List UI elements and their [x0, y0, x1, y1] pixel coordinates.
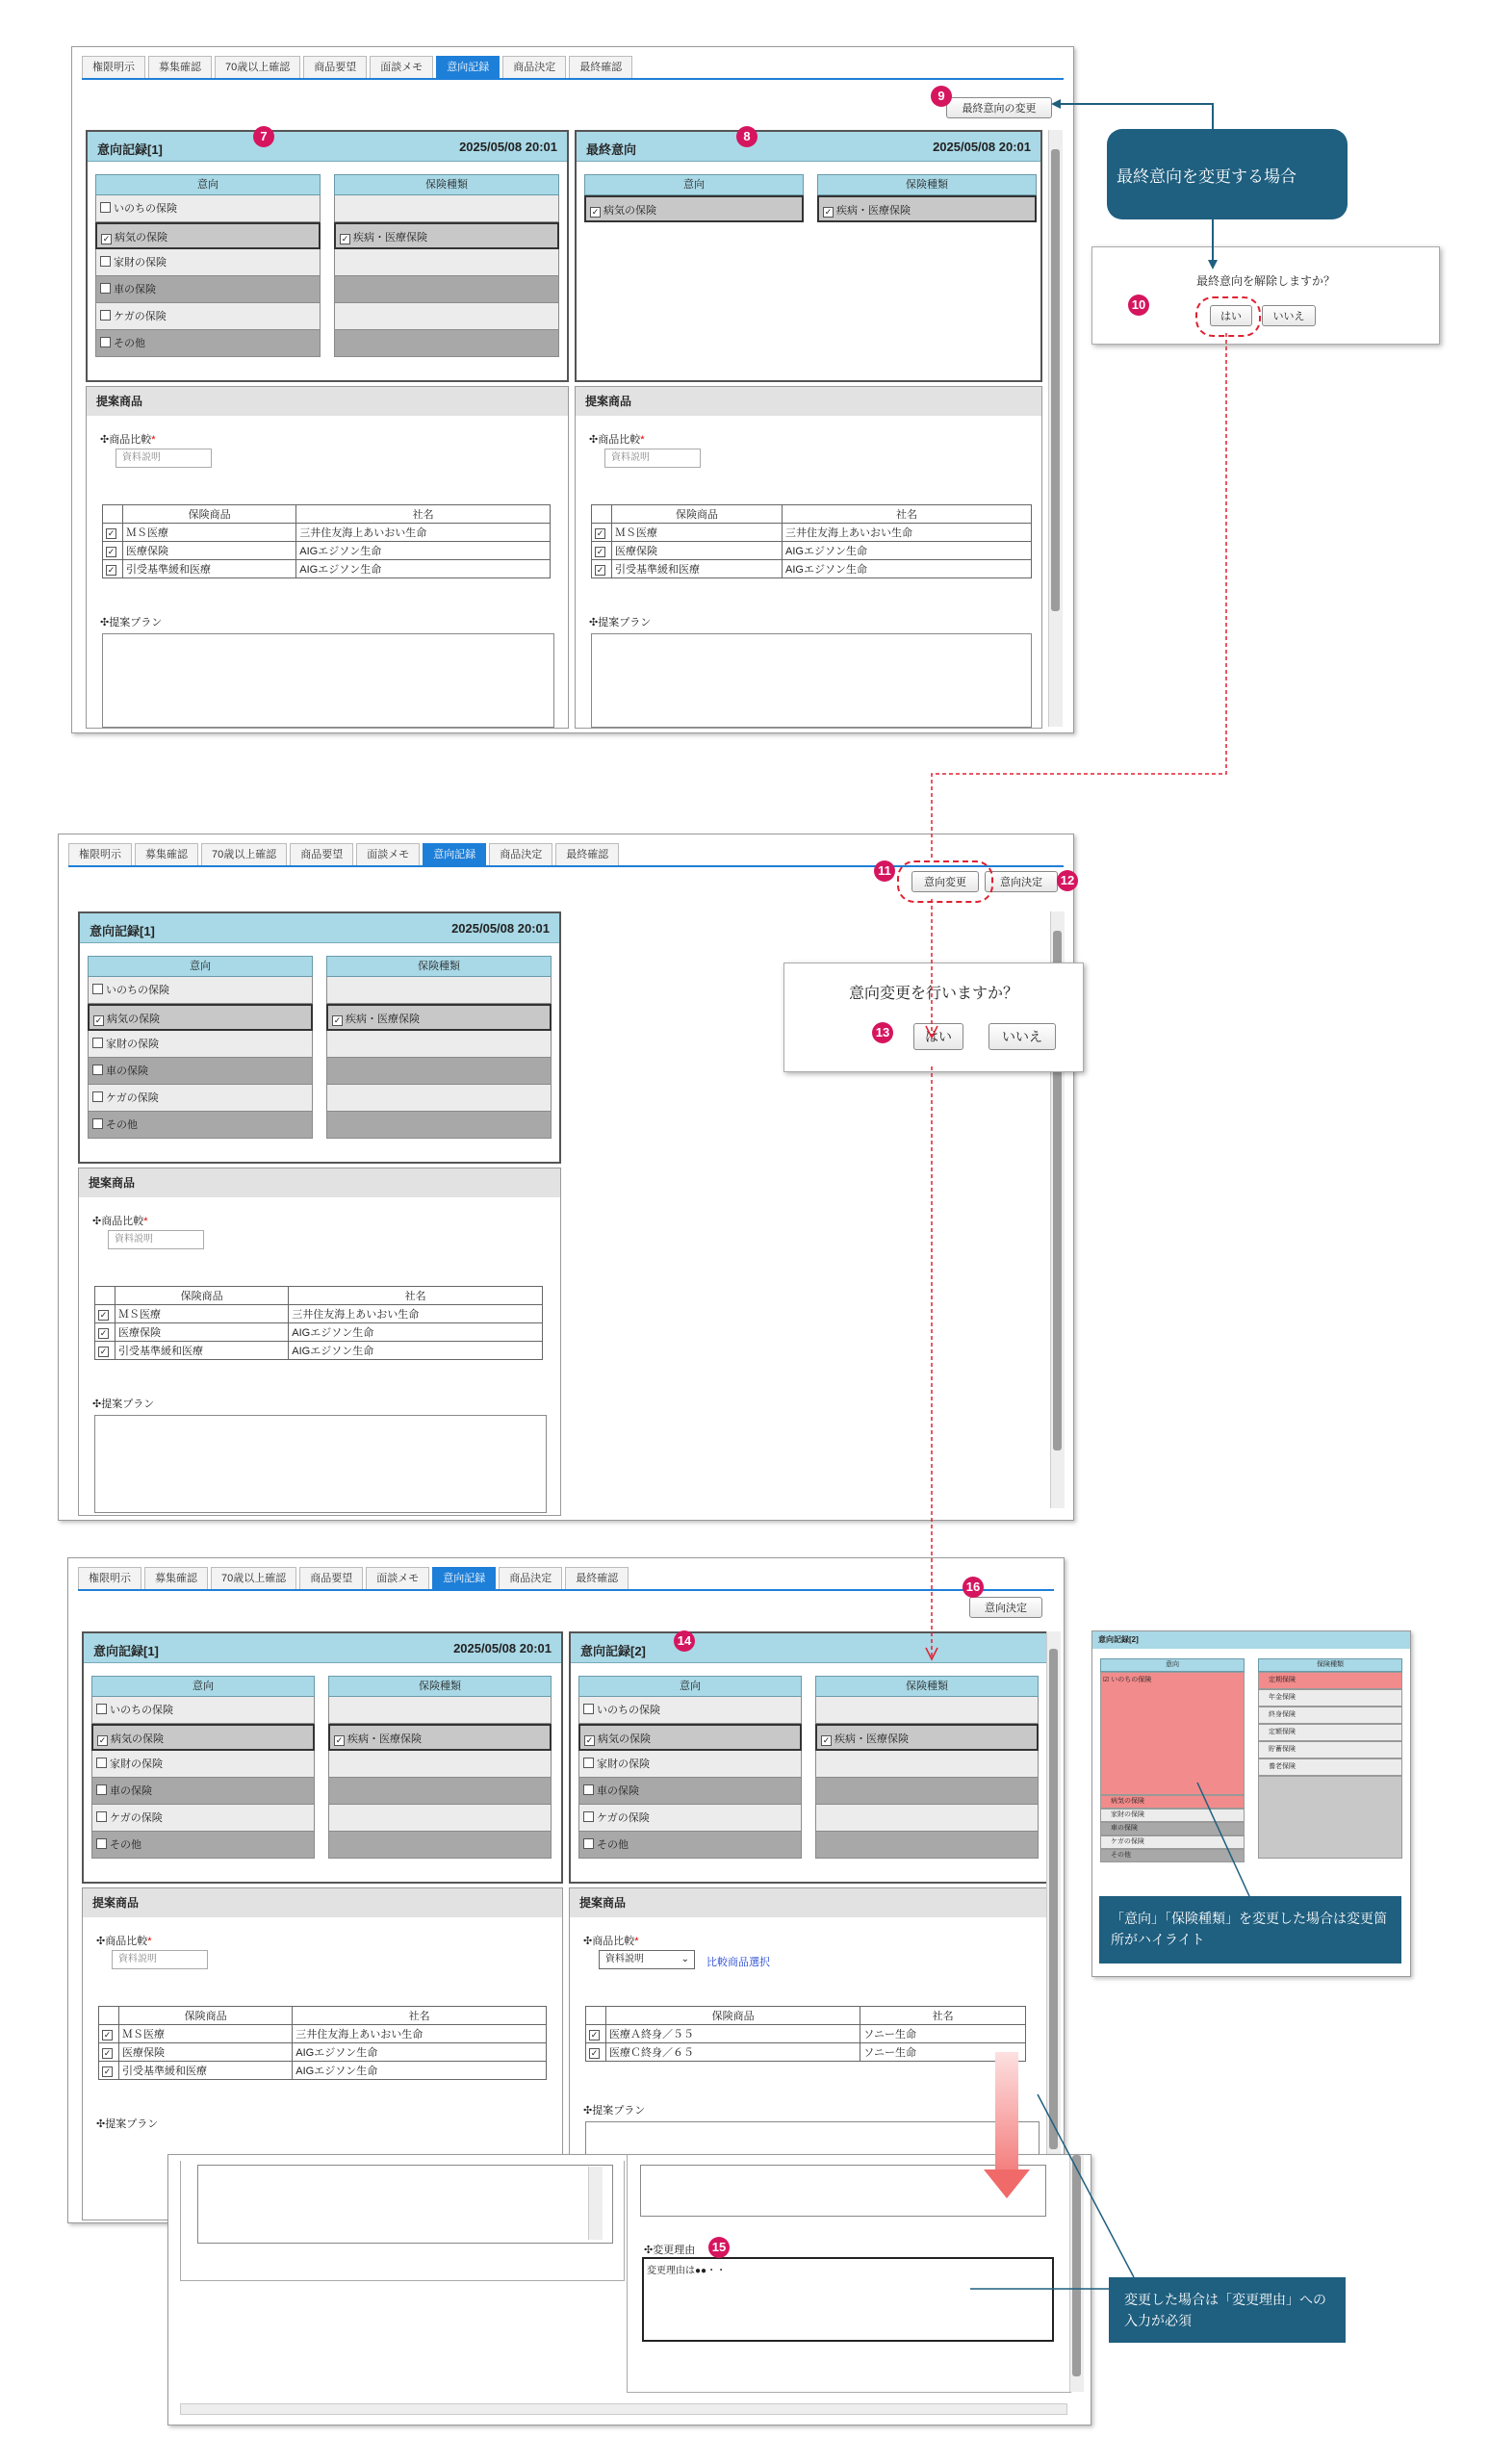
checkbox-checked-icon[interactable]: ✓: [596, 564, 604, 575]
table-row: ✓ ＭＳ医療 三井住友海上あいおい生命: [95, 1305, 543, 1323]
section-heading: 提案商品: [576, 387, 1041, 416]
tab-1[interactable]: 権限明示: [82, 56, 145, 78]
type-row: [326, 1085, 552, 1112]
intent-column: [88, 956, 313, 1139]
checkbox-checked-icon[interactable]: ✓: [107, 546, 116, 556]
checkbox-icon[interactable]: [100, 337, 111, 347]
type-row: [815, 1697, 1039, 1724]
intent-row[interactable]: いのちの保険: [91, 1697, 315, 1724]
checkbox-icon[interactable]: [96, 1838, 107, 1849]
tab-bar: [82, 53, 1064, 80]
dialog-message: 最終意向を解除しますか？: [1195, 274, 1335, 288]
intent-row[interactable]: 家財の保険: [95, 249, 321, 276]
intent-decide-button[interactable]: 意向決定: [985, 871, 1058, 892]
product-table: [94, 1286, 543, 1360]
type-row: [334, 276, 559, 303]
type-row: ✓ 疾病・医療保険: [817, 195, 1037, 222]
checkbox-checked-icon[interactable]: ✓: [99, 1309, 108, 1320]
th-company: 社名: [296, 505, 551, 524]
panel-title: 意向記録[1]: [93, 1644, 159, 1658]
checkbox-icon[interactable]: [96, 1811, 107, 1822]
checkbox-icon[interactable]: [100, 310, 111, 321]
marker-16: 16: [963, 1577, 984, 1598]
intent-column: [578, 1676, 802, 1859]
marker-10: 10: [1128, 295, 1149, 316]
thumb-intent-row: 家財の保険: [1100, 1809, 1245, 1822]
callout-reason: 変更した場合は「変更理由」への入力が必須: [1109, 2277, 1346, 2343]
th-product: 保険商品: [116, 1287, 289, 1305]
intent-record-panel: [86, 130, 569, 382]
th-company: 社名: [783, 505, 1032, 524]
intent-row[interactable]: 家財の保険: [88, 1031, 313, 1058]
checkbox-checked-icon[interactable]: ✓: [590, 2029, 599, 2040]
type-column: [334, 174, 559, 357]
intent-column-header: 意向: [584, 174, 804, 195]
type-row: [326, 1112, 552, 1139]
tab-5[interactable]: 面談メモ: [356, 843, 420, 865]
type-column: [328, 1676, 552, 1859]
marker-15: 15: [708, 2237, 730, 2258]
intent-column: [91, 1676, 315, 1859]
chevron-down-icon: ⌄: [680, 1954, 689, 1964]
intent-row[interactable]: いのちの保険: [95, 195, 321, 222]
thumb-intent-header: 意向: [1100, 1658, 1245, 1672]
thumb-type-row: 終身保険: [1258, 1707, 1402, 1724]
marker-13: 13: [872, 1022, 893, 1043]
intent-row[interactable]: 家財の保険: [578, 1751, 802, 1778]
marker-7: 7: [253, 126, 274, 147]
thumb-type-row: 貯蓄保険: [1258, 1741, 1402, 1758]
marker-14: 14: [674, 1630, 695, 1652]
panel-title: 意向記録[1]: [97, 142, 163, 157]
plan-textarea[interactable]: [94, 1415, 547, 1513]
intent-row[interactable]: ✓ 病気の保険: [578, 1724, 802, 1751]
tab-6[interactable]: 意向記録: [432, 1567, 496, 1589]
intent-row[interactable]: いのちの保険: [88, 977, 313, 1004]
type-row: [334, 303, 559, 330]
section-heading: 提案商品: [570, 1888, 1047, 1917]
checkbox-checked-icon[interactable]: ✓: [103, 2029, 112, 2040]
no-button[interactable]: いいえ: [1262, 305, 1316, 326]
checkbox-icon[interactable]: [92, 1118, 103, 1129]
compare-select[interactable]: 資料説明: [108, 1230, 204, 1249]
checkbox-icon[interactable]: [96, 1784, 107, 1795]
type-row: [334, 330, 559, 357]
intent-record-2-panel: [569, 1631, 1048, 1884]
panel-header: [80, 913, 559, 943]
type-row: [815, 1805, 1039, 1832]
plan-textarea[interactable]: [102, 633, 554, 728]
no-button[interactable]: いいえ: [988, 1023, 1056, 1050]
panel-title: 最終意向: [586, 142, 637, 157]
type-row: [328, 1805, 552, 1832]
checkbox-icon[interactable]: [96, 1704, 107, 1714]
intent-row[interactable]: ケガの保険: [578, 1805, 802, 1832]
tab-2[interactable]: 募集確認: [135, 843, 198, 865]
th-product: 保険商品: [123, 505, 296, 524]
tab-6[interactable]: 意向記録: [423, 843, 486, 865]
tab-6[interactable]: 意向記録: [436, 56, 500, 78]
type-column: [817, 174, 1037, 222]
compare-select[interactable]: 資料説明 ⌄: [599, 1950, 695, 1969]
intent-decide-button[interactable]: 意向決定: [969, 1597, 1042, 1618]
screenshot-change-reason: [167, 2154, 1091, 2426]
table-row: ✓ 医療保険 AIGエジソン生命: [99, 2043, 547, 2062]
th-company: 社名: [289, 1287, 543, 1305]
checkbox-icon[interactable]: [583, 1758, 594, 1768]
section-heading: 提案商品: [83, 1888, 562, 1917]
panel-header: [84, 1633, 561, 1663]
type-column-header: 保険種類: [326, 956, 552, 977]
panel-header: [88, 132, 567, 162]
confirm-change-intent-dialog: [783, 962, 1084, 1072]
checkbox-checked-icon[interactable]: ✓: [103, 2047, 112, 2058]
panel-header: [577, 132, 1040, 162]
th-product: 保険商品: [119, 2007, 293, 2025]
scrollbar[interactable]: [1048, 130, 1063, 727]
checkbox-checked-icon[interactable]: ✓: [341, 234, 349, 244]
table-row: ✓ 医療保険 AIGエジソン生命: [592, 542, 1032, 560]
plan-label: ✣提案プラン: [96, 2118, 159, 2130]
product-table: [102, 504, 551, 578]
checkbox-icon[interactable]: [100, 256, 111, 267]
type-row[interactable]: ✓ 疾病・医療保険: [326, 1004, 552, 1031]
thumb-type-row: 定期保険: [1258, 1672, 1402, 1689]
thumb-intent-row: その他: [1100, 1849, 1245, 1862]
change-reason-label: ✣変更理由: [644, 2245, 696, 2256]
final-intent-change-button[interactable]: 最終意向の変更: [946, 97, 1052, 118]
scrollbar[interactable]: [1069, 2155, 1084, 2392]
callout-highlight: 「意向」「保険種類」を変更した場合は変更箇所がハイライト: [1099, 1896, 1401, 1964]
thumb-intent-row: 車の保険: [1100, 1822, 1245, 1835]
tab-4[interactable]: 商品要望: [303, 56, 367, 78]
type-row: [328, 1697, 552, 1724]
thumb-intent-row: 病気の保険: [1100, 1795, 1245, 1809]
type-row: [326, 1058, 552, 1085]
tab-8[interactable]: 最終確認: [565, 1567, 629, 1589]
checkbox-checked-icon[interactable]: ✓: [596, 527, 604, 538]
tab-7[interactable]: 商品決定: [489, 843, 552, 865]
checkbox-checked-icon[interactable]: ✓: [596, 546, 604, 556]
thumb-type-row: 養老保険: [1258, 1758, 1402, 1776]
intent-row[interactable]: その他: [578, 1832, 802, 1859]
plan-label: ✣提案プラン: [583, 2105, 646, 2117]
panel-title: 意向記録[2]: [580, 1644, 646, 1658]
intent-row[interactable]: その他: [88, 1112, 313, 1139]
checkbox-checked-icon[interactable]: ✓: [333, 1015, 342, 1025]
checkbox-checked-icon: ✓: [824, 207, 833, 217]
checkbox-checked-icon[interactable]: ✓: [99, 1346, 108, 1356]
tab-4[interactable]: 商品要望: [290, 843, 353, 865]
down-arrow-icon: [995, 2052, 1018, 2171]
checkbox-icon[interactable]: [92, 1065, 103, 1075]
compare-label: ✣商品比較*: [92, 1216, 148, 1227]
plan-label: ✣提案プラン: [100, 617, 163, 629]
tab-4[interactable]: 商品要望: [299, 1567, 363, 1589]
tab-2[interactable]: 募集確認: [144, 1567, 208, 1589]
type-row: [334, 195, 559, 222]
down-arrow-head-icon: [984, 2169, 1030, 2198]
intent-row[interactable]: その他: [91, 1832, 315, 1859]
checkbox-checked-icon[interactable]: ✓: [107, 564, 116, 575]
checkbox-icon[interactable]: [100, 283, 111, 294]
table-row: ✓ 医療Ａ終身／５５ ソニー生命: [586, 2025, 1026, 2043]
compare-select[interactable]: 資料説明: [116, 449, 212, 468]
highlight-ring: [897, 860, 993, 903]
panel-datetime: 2025/05/08 20:01: [451, 921, 550, 936]
tab-8[interactable]: 最終確認: [555, 843, 619, 865]
table-row: ✓ ＭＳ医療 三井住友海上あいおい生命: [99, 2025, 547, 2043]
type-column-header: 保険種類: [817, 174, 1037, 195]
intent-row[interactable]: ケガの保険: [91, 1805, 315, 1832]
checkbox-checked-icon[interactable]: ✓: [99, 1327, 108, 1338]
compare-products-link[interactable]: 比較商品選択: [706, 1957, 770, 1968]
intent-row[interactable]: 車の保険: [91, 1778, 315, 1805]
screenshot-new-record: [67, 1557, 1065, 2223]
tab-1[interactable]: 権限明示: [78, 1567, 141, 1589]
compare-label: ✣商品比較*: [100, 434, 156, 446]
marker-11: 11: [874, 860, 895, 882]
product-table: [591, 504, 1032, 578]
section-heading: 提案商品: [87, 387, 568, 416]
plan-label: ✣提案プラン: [92, 1399, 155, 1410]
checkbox-icon[interactable]: [92, 1091, 103, 1102]
proposal-section: [86, 386, 569, 729]
horizontal-scrollbar[interactable]: [180, 2403, 1067, 2415]
type-row: [328, 1751, 552, 1778]
checkbox-icon[interactable]: [583, 1838, 594, 1849]
thumb-type-row: 定額保険: [1258, 1724, 1402, 1741]
tab-2[interactable]: 募集確認: [148, 56, 212, 78]
checkbox-checked-icon[interactable]: ✓: [94, 1015, 103, 1025]
checkbox-checked-icon[interactable]: ✓: [585, 1735, 594, 1745]
type-column-header: 保険種類: [815, 1676, 1039, 1697]
table-row: ✓ 医療Ｃ終身／６５ ソニー生命: [586, 2043, 1026, 2062]
intent-row[interactable]: ケガの保険: [88, 1085, 313, 1112]
checkbox-icon[interactable]: [583, 1811, 594, 1822]
checkbox-icon[interactable]: [92, 1038, 103, 1048]
type-column-header: 保険種類: [328, 1676, 552, 1697]
checkbox-checked-icon[interactable]: ✓: [107, 527, 116, 538]
checkbox-checked-icon[interactable]: ✓: [822, 1735, 831, 1745]
table-row: ✓ 引受基準緩和医療 AIGエジソン生命: [103, 560, 551, 578]
checkbox-icon[interactable]: [96, 1758, 107, 1768]
type-column: [326, 956, 552, 1139]
compare-label: ✣商品比較*: [96, 1936, 152, 1947]
panel-datetime: 2025/05/08 20:01: [933, 140, 1031, 154]
table-row: ✓ 引受基準緩和医療 AIGエジソン生命: [592, 560, 1032, 578]
th-product: 保険商品: [606, 2007, 860, 2025]
tab-1[interactable]: 権限明示: [68, 843, 132, 865]
screenshot-intent-change: [58, 834, 1074, 1521]
checkbox-checked-icon[interactable]: ✓: [590, 2047, 599, 2058]
type-row: [815, 1832, 1039, 1859]
compare-select[interactable]: 資料説明: [112, 1950, 208, 1969]
th-company: 社名: [293, 2007, 547, 2025]
intent-row[interactable]: いのちの保険: [578, 1697, 802, 1724]
change-reason-value: 変更理由は●●・・: [647, 2266, 727, 2276]
section-heading: 提案商品: [79, 1168, 560, 1197]
intent-row[interactable]: 車の保険: [95, 276, 321, 303]
thumb-title: 意向記録[2]: [1092, 1631, 1410, 1649]
table-row: ✓ 引受基準緩和医療 AIGエジソン生命: [99, 2062, 547, 2080]
checkbox-checked-icon[interactable]: ✓: [103, 2066, 112, 2076]
th-product: 保険商品: [612, 505, 783, 524]
intent-column-header: 意向: [88, 956, 313, 977]
type-row: [815, 1778, 1039, 1805]
intent-row[interactable]: 車の保険: [88, 1058, 313, 1085]
table-row: ✓ 医療保険 AIGエジソン生命: [95, 1323, 543, 1342]
tab-3[interactable]: 70歳以上確認: [201, 843, 287, 865]
highlight-ring: [1195, 296, 1261, 337]
intent-change-button[interactable]: 意向変更: [911, 871, 979, 892]
intent-record-panel: [82, 1631, 563, 1884]
type-row: [326, 1031, 552, 1058]
checkbox-icon[interactable]: [583, 1704, 594, 1714]
table-row: ✓ ＭＳ医療 三井住友海上あいおい生命: [103, 524, 551, 542]
intent-record-panel: [78, 911, 561, 1164]
intent-row[interactable]: ✓ 病気の保険: [95, 222, 321, 249]
yes-button[interactable]: はい: [1210, 305, 1252, 326]
tab-7[interactable]: 商品決定: [502, 56, 566, 78]
intent-column-header: 意向: [95, 174, 321, 195]
type-row: [326, 977, 552, 1004]
table-row: ✓ 引受基準緩和医療 AIGエジソン生命: [95, 1342, 543, 1360]
panel-datetime: 2025/05/08 20:01: [459, 140, 557, 154]
callout-final-change: 最終意向を変更する場合: [1107, 129, 1348, 219]
tab-3[interactable]: 70歳以上確認: [211, 1567, 296, 1589]
type-row[interactable]: ✓ 疾病・医療保険: [815, 1724, 1039, 1751]
table-row: ✓ ＭＳ医療 三井住友海上あいおい生命: [592, 524, 1032, 542]
thumb-intent-row: ケガの保険: [1100, 1835, 1245, 1849]
plan-textarea[interactable]: [591, 633, 1032, 728]
screenshot-final-intent: [71, 46, 1074, 733]
intent-row[interactable]: ✓ 病気の保険: [88, 1004, 313, 1031]
type-row[interactable]: ✓ 疾病・医療保険: [334, 222, 559, 249]
scrollbar[interactable]: [1046, 1631, 1061, 2215]
type-row: [328, 1832, 552, 1859]
product-table: [98, 2006, 547, 2080]
thumb-highlighted-intent: ☑ いのちの保険: [1100, 1672, 1245, 1795]
marker-9: 9: [931, 86, 952, 107]
intent-column-header: 意向: [578, 1676, 802, 1697]
product-table: [585, 2006, 1026, 2062]
tab-8[interactable]: 最終確認: [569, 56, 632, 78]
checkbox-checked-icon[interactable]: ✓: [98, 1735, 107, 1745]
intent-row[interactable]: ✓ 病気の保険: [91, 1724, 315, 1751]
checkbox-icon[interactable]: [100, 202, 111, 213]
type-row: [328, 1778, 552, 1805]
checkbox-checked-icon[interactable]: ✓: [335, 1735, 344, 1745]
type-column-header: 保険種類: [334, 174, 559, 195]
panel-header: [571, 1633, 1046, 1663]
intent-row: ✓ 病気の保険: [584, 195, 804, 222]
compare-label: ✣商品比較*: [589, 434, 645, 446]
tab-5[interactable]: 面談メモ: [370, 56, 433, 78]
table-row: ✓ 医療保険 AIGエジソン生命: [103, 542, 551, 560]
final-intent-panel: [575, 130, 1042, 382]
checkbox-icon[interactable]: [92, 984, 103, 994]
intent-row[interactable]: その他: [95, 330, 321, 357]
thumb-type-row: 年金保険: [1258, 1689, 1402, 1707]
panel-datetime: 2025/05/08 20:01: [453, 1641, 552, 1656]
intent-column-header: 意向: [91, 1676, 315, 1697]
tab-bar: [78, 1564, 1054, 1591]
tab-5[interactable]: 面談メモ: [366, 1567, 429, 1589]
checkbox-checked-icon[interactable]: ✓: [102, 234, 111, 244]
intent-row[interactable]: 車の保険: [578, 1778, 802, 1805]
yes-button[interactable]: はい: [913, 1023, 963, 1050]
intent-row[interactable]: ケガの保険: [95, 303, 321, 330]
compare-label: ✣商品比較*: [583, 1936, 639, 1947]
type-row: [815, 1751, 1039, 1778]
intent-row[interactable]: 家財の保険: [91, 1751, 315, 1778]
marker-8: 8: [736, 126, 757, 147]
intent-column: [95, 174, 321, 357]
checkbox-icon[interactable]: [583, 1784, 594, 1795]
thumb-type-header: 保険種類: [1258, 1658, 1402, 1672]
compare-select[interactable]: 資料説明: [604, 449, 701, 468]
type-row[interactable]: ✓ 疾病・医療保険: [328, 1724, 552, 1751]
tab-7[interactable]: 商品決定: [499, 1567, 562, 1589]
type-column: [815, 1676, 1039, 1859]
panel-title: 意向記録[1]: [90, 924, 155, 938]
tab-3[interactable]: 70歳以上確認: [215, 56, 300, 78]
checkbox-checked-icon: ✓: [591, 207, 600, 217]
th-company: 社名: [860, 2007, 1026, 2025]
marker-12: 12: [1057, 870, 1078, 891]
plan-label: ✣提案プラン: [589, 617, 652, 629]
proposal-section: [575, 386, 1042, 729]
dialog-message: 意向変更を行いますか？: [848, 986, 1018, 1002]
proposal-section: [78, 1168, 561, 1516]
intent-column: [584, 174, 804, 222]
type-row: [334, 249, 559, 276]
